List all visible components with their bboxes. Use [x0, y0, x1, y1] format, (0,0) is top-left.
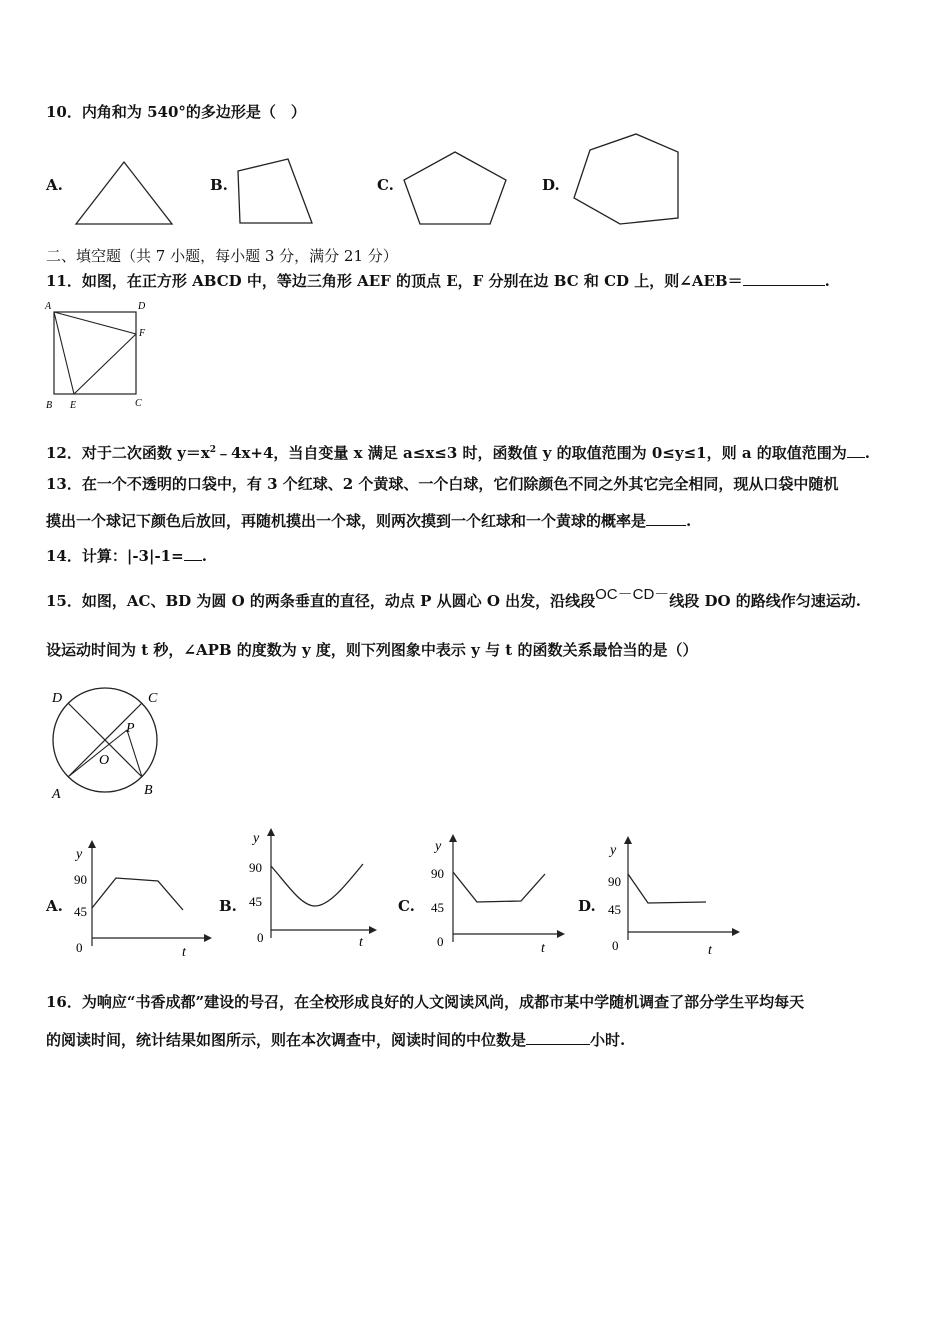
q15-graph-d-origin: 0: [612, 938, 619, 953]
q15-graph-b-tick-90: 90: [249, 860, 262, 875]
q16-answer-blank[interactable]: [526, 1030, 590, 1045]
q15-graph-d-t-label: t: [708, 943, 712, 958]
q16-line2: [46, 1030, 625, 1050]
q15-line1: [46, 586, 862, 612]
q15-graph-c-y-label: y: [435, 839, 442, 854]
q15-graph-b-tick-45: 45: [249, 894, 262, 909]
q13-answer-blank[interactable]: [646, 511, 686, 526]
q10-stem: 10．内角和为 540°的多边形是（ ）: [46, 103, 306, 121]
q15-circle-figure: [44, 680, 174, 802]
q15-graph-a-tick-90: 90: [74, 872, 87, 887]
q14-text-end: .: [201, 547, 207, 565]
q11-label-b: B: [46, 400, 53, 411]
q15-graph-a-y-label: y: [76, 847, 83, 862]
q15-label-a: A: [52, 787, 61, 802]
q10-option-c-label: C.: [377, 176, 394, 194]
q15-graph-a: [70, 838, 210, 963]
section2-heading: 二、填空题（共 7 小题，每小题 3 分，满分 21 分）: [46, 247, 398, 265]
q10-option-d-label: D.: [542, 176, 560, 194]
q13-line2-end: .: [686, 512, 692, 530]
q11-stem: [46, 271, 830, 291]
q11-label-f: F: [139, 328, 146, 339]
q10-option-b-label: B.: [210, 176, 228, 194]
q11-label-c: C: [135, 398, 142, 409]
q12-exponent: 2: [209, 445, 217, 455]
q12-stem: [46, 440, 870, 463]
q15-option-d-label: D.: [578, 897, 596, 915]
q14-text: 14．计算：|-3|-1=: [46, 547, 184, 565]
q15-label-o: O: [99, 753, 110, 768]
q10-quadrilateral-figure: [232, 155, 322, 230]
q16-line2-end: 小时.: [590, 1031, 626, 1049]
q15-graph-b: [245, 826, 385, 956]
q15-graph-d-y-label: y: [610, 843, 617, 858]
q15-graph-b-t-label: t: [359, 935, 363, 950]
q15-label-d: D: [52, 691, 63, 706]
q15-graph-c-tick-90: 90: [431, 866, 444, 881]
q15-line2: 设运动时间为 t 秒，∠APB 的度数为 y 度，则下列图象中表示 y 与 t 的函数关系最恰当的是（）: [46, 641, 698, 659]
q14-stem: [46, 546, 207, 566]
q15-line1-end: 线段 DO 的路线作匀速运动.: [669, 592, 862, 610]
q15-graph-a-t-label: t: [182, 945, 186, 960]
q15-graph-c-tick-45: 45: [431, 900, 444, 915]
q13-line2: [46, 511, 691, 531]
q11-stem-text: 11．如图，在正方形 ABCD 中，等边三角形 AEF 的顶点 E，F 分别在边 BC 和 CD 上，则∠AEB＝: [46, 272, 743, 290]
q12-text-1: 12．对于二次函数 y＝x: [46, 444, 210, 462]
q16-line1: 16．为响应“书香成都”建设的号召，在全校形成良好的人文阅读风尚，成都市某中学随机调查了部分学生平均每天: [46, 993, 805, 1011]
q12-text-end: .: [864, 444, 870, 462]
q15-option-a-label: A.: [46, 897, 63, 915]
q15-graph-a-origin: 0: [76, 940, 83, 955]
q11-answer-blank[interactable]: [743, 271, 825, 286]
q15-line1-text: 15．如图，AC、BD 为圆 O 的两条垂直的直径，动点 P 从圆心 O 出发，沿线段: [46, 592, 596, 610]
q13-line2-text: 摸出一个球记下颜色后放回，再随机摸出一个球，则两次摸到一个红球和一个黄球的概率是: [46, 512, 647, 530]
q15-graph-d-tick-90: 90: [608, 874, 621, 889]
q11-label-d: D: [138, 301, 146, 312]
q15-graph-b-y-label: y: [253, 831, 260, 846]
q11-square-figure: [42, 298, 154, 412]
q15-graph-d: [602, 834, 747, 960]
q15-option-c-label: C.: [398, 897, 415, 915]
q15-label-p: P: [126, 721, 135, 736]
q15-graph-c-origin: 0: [437, 934, 444, 949]
q11-label-e: E: [70, 400, 77, 411]
q15-graph-c-t-label: t: [541, 941, 545, 956]
q16-line2-text: 的阅读时间，统计结果如图所示，则在本次调查中，阅读时间的中位数是: [46, 1031, 527, 1049]
q12-text-2: ﹣4x+4，当自变量 x 满足 a≤x≤3 时，函数值 y 的取值范围为 0≤y≤1，则 a 的取值范围为: [216, 444, 847, 462]
q13-line1: 13．在一个不透明的口袋中，有 3 个红球、2 个黄球、一个白球，它们除颜色不同之外其它完全相同，现从口袋中随机: [46, 475, 839, 493]
q10-pentagon-figure: [398, 148, 513, 228]
q15-path-expression: OC－CD－: [595, 586, 670, 603]
q15-graph-c: [425, 832, 570, 960]
q12-answer-blank[interactable]: [847, 443, 865, 458]
q15-label-c: C: [148, 691, 158, 706]
q15-label-b: B: [144, 783, 153, 798]
q15-graph-a-tick-45: 45: [74, 904, 87, 919]
q10-hexagon-figure: [566, 128, 686, 230]
q10-option-a-label: A.: [46, 176, 63, 194]
q15-option-b-label: B.: [219, 897, 237, 915]
q10-triangle-figure: [70, 158, 180, 228]
q11-label-a: A: [45, 301, 52, 312]
q11-stem-end: .: [824, 272, 830, 290]
q15-graph-b-origin: 0: [257, 930, 264, 945]
q14-answer-blank[interactable]: [184, 546, 202, 561]
q15-graph-d-tick-45: 45: [608, 902, 621, 917]
